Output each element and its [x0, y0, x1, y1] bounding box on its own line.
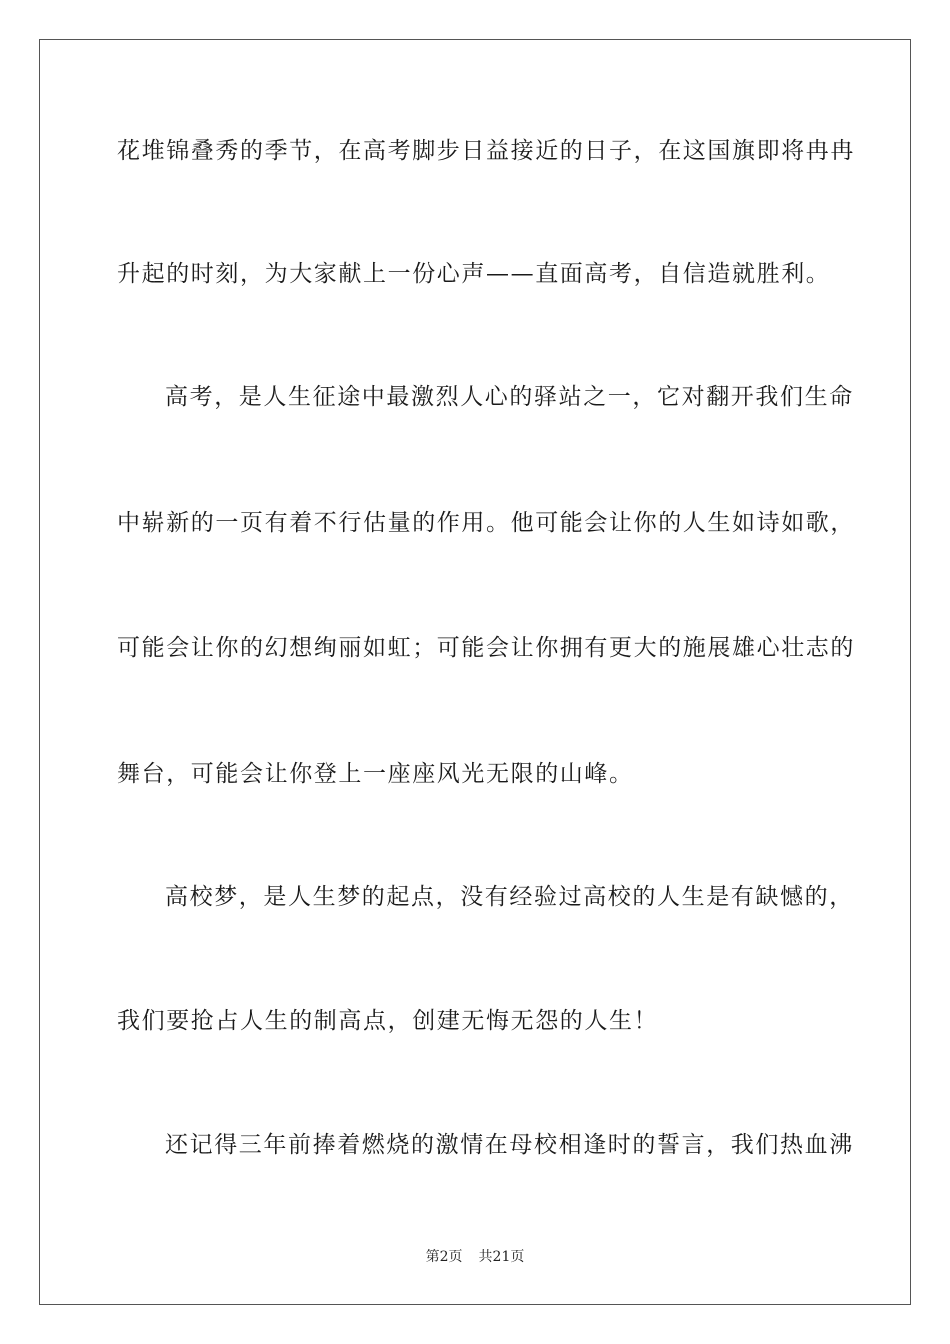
text-line: 舞台，可能会让你登上一座座风光无限的山峰。 — [117, 761, 634, 787]
page-total: 共21页 — [478, 1249, 525, 1265]
page-number: 第2页 — [425, 1249, 463, 1265]
text-line: 可能会让你的幻想绚丽如虹；可能会让你拥有更大的施展雄心壮志的 — [117, 635, 855, 661]
text-line: 升起的时刻，为大家献上一份心声——直面高考，自信造就胜利。 — [117, 261, 831, 287]
text-line: 还记得三年前捧着燃烧的激情在母校相逢时的誓言，我们热血沸 — [165, 1132, 854, 1158]
page-footer — [0, 1248, 950, 1266]
text-line: 花堆锦叠秀的季节，在高考脚步日益接近的日子，在这国旗即将冉冉 — [117, 138, 855, 164]
text-line: 我们要抢占人生的制高点，创建无悔无怨的人生！ — [117, 1008, 659, 1034]
page-frame — [39, 39, 911, 1305]
text-line: 中崭新的一页有着不行估量的作用。他可能会让你的人生如诗如歌， — [117, 510, 855, 536]
text-line: 高校梦，是人生梦的起点，没有经验过高校的人生是有缺憾的， — [165, 884, 854, 910]
text-line: 高考，是人生征途中最激烈人心的驿站之一，它对翻开我们生命 — [165, 384, 854, 410]
